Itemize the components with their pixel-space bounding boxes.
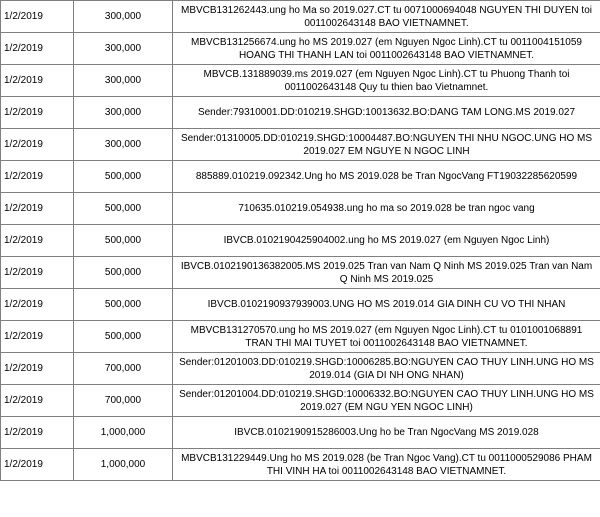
date-cell: 1/2/2019 (1, 161, 74, 193)
amount-cell: 500,000 (74, 257, 173, 289)
description-cell: IBVCB.0102190425904002.ung ho MS 2019.027 (em Nguyen Ngoc Linh) (173, 225, 600, 257)
description-cell: 710635.010219.054938.ung ho ma so 2019.028 be tran ngoc vang (173, 193, 600, 225)
table-row (1, 161, 600, 193)
description-cell: MBVCB131256674.ung ho MS 2019.027 (em Nguyen Ngoc Linh).CT tu 0011004151059 HOANG THI THANH LAN toi 0011002643148 BAO VIETNAMNET. (173, 33, 600, 65)
amount-cell: 1,000,000 (74, 449, 173, 481)
amount-cell: 300,000 (74, 33, 173, 65)
table-row (1, 289, 600, 321)
amount-cell: 700,000 (74, 353, 173, 385)
table-row (1, 97, 600, 129)
table-row (1, 225, 600, 257)
date-cell: 1/2/2019 (1, 289, 74, 321)
date-cell: 1/2/2019 (1, 65, 74, 97)
amount-cell: 500,000 (74, 225, 173, 257)
date-cell: 1/2/2019 (1, 385, 74, 417)
table-row (1, 257, 600, 289)
table-row (1, 321, 600, 353)
table-row (1, 65, 600, 97)
description-cell: Sender:79310001.DD:010219.SHGD:10013632.BO:DANG TAM LONG.MS 2019.027 (173, 97, 600, 129)
date-cell: 1/2/2019 (1, 33, 74, 65)
description-cell: Sender:01201004.DD:010219.SHGD:10006332.BO:NGUYEN CAO THUY LINH.UNG HO MS 2019.027 (EM NGU YEN NGOC LINH) (173, 385, 600, 417)
date-cell: 1/2/2019 (1, 417, 74, 449)
amount-cell: 300,000 (74, 129, 173, 161)
description-cell: Sender:01310005.DD:010219.SHGD:10004487.BO:NGUYEN THI NHU NGOC.UNG HO MS 2019.027 EM NGUYE N NGOC LINH (173, 129, 600, 161)
table-row (1, 193, 600, 225)
amount-cell: 1,000,000 (74, 417, 173, 449)
date-cell: 1/2/2019 (1, 1, 74, 33)
date-cell: 1/2/2019 (1, 257, 74, 289)
table-row (1, 385, 600, 417)
date-cell: 1/2/2019 (1, 97, 74, 129)
description-cell: MBVCB.131889039.ms 2019.027 (em Nguyen Ngoc Linh).CT tu Phuong Thanh toi 0011002643148 Quy tu thien bao Vietnamnet. (173, 65, 600, 97)
amount-cell: 700,000 (74, 385, 173, 417)
table-row (1, 129, 600, 161)
description-cell: IBVCB.0102190937939003.UNG HO MS 2019.014 GIA DINH CU VO THI NHAN (173, 289, 600, 321)
description-cell: MBVCB131270570.ung ho MS 2019.027 (em Nguyen Ngoc Linh).CT tu 0101001068891 TRAN THI MAI TUYET toi 0011002643148 BAO VIETNAMNET. (173, 321, 600, 353)
description-cell: IBVCB.0102190136382005.MS 2019.025 Tran van Nam Q Ninh MS 2019.025 Tran van Nam Q Ninh MS 2019.025 (173, 257, 600, 289)
amount-cell: 300,000 (74, 1, 173, 33)
amount-cell: 500,000 (74, 193, 173, 225)
description-cell: IBVCB.0102190915286003.Ung ho be Tran NgocVang MS 2019.028 (173, 417, 600, 449)
date-cell: 1/2/2019 (1, 129, 74, 161)
date-cell: 1/2/2019 (1, 193, 74, 225)
table-row (1, 1, 600, 33)
amount-cell: 300,000 (74, 97, 173, 129)
amount-cell: 500,000 (74, 161, 173, 193)
amount-cell: 500,000 (74, 321, 173, 353)
date-cell: 1/2/2019 (1, 225, 74, 257)
amount-cell: 300,000 (74, 65, 173, 97)
table-row (1, 33, 600, 65)
description-cell: 885889.010219.092342.Ung ho MS 2019.028 be Tran NgocVang FT19032285620599 (173, 161, 600, 193)
date-cell: 1/2/2019 (1, 449, 74, 481)
date-cell: 1/2/2019 (1, 321, 74, 353)
table-row (1, 417, 600, 449)
description-cell: MBVCB131229449.Ung ho MS 2019.028 (be Tran Ngoc Vang).CT tu 0011000529086 PHAM THI VINH HA toi 0011002643148 BAO VIETNAMNET. (173, 449, 600, 481)
table-row (1, 353, 600, 385)
table-row (1, 449, 600, 481)
amount-cell: 500,000 (74, 289, 173, 321)
description-cell: Sender:01201003.DD:010219.SHGD:10006285.BO:NGUYEN CAO THUY LINH.UNG HO MS 2019.014 (GIA DI NH ONG NHAN) (173, 353, 600, 385)
description-cell: MBVCB131262443.ung ho Ma so 2019.027.CT tu 0071000694048 NGUYEN THI DUYEN toi 0011002643148 BAO VIETNAMNET. (173, 1, 600, 33)
date-cell: 1/2/2019 (1, 353, 74, 385)
